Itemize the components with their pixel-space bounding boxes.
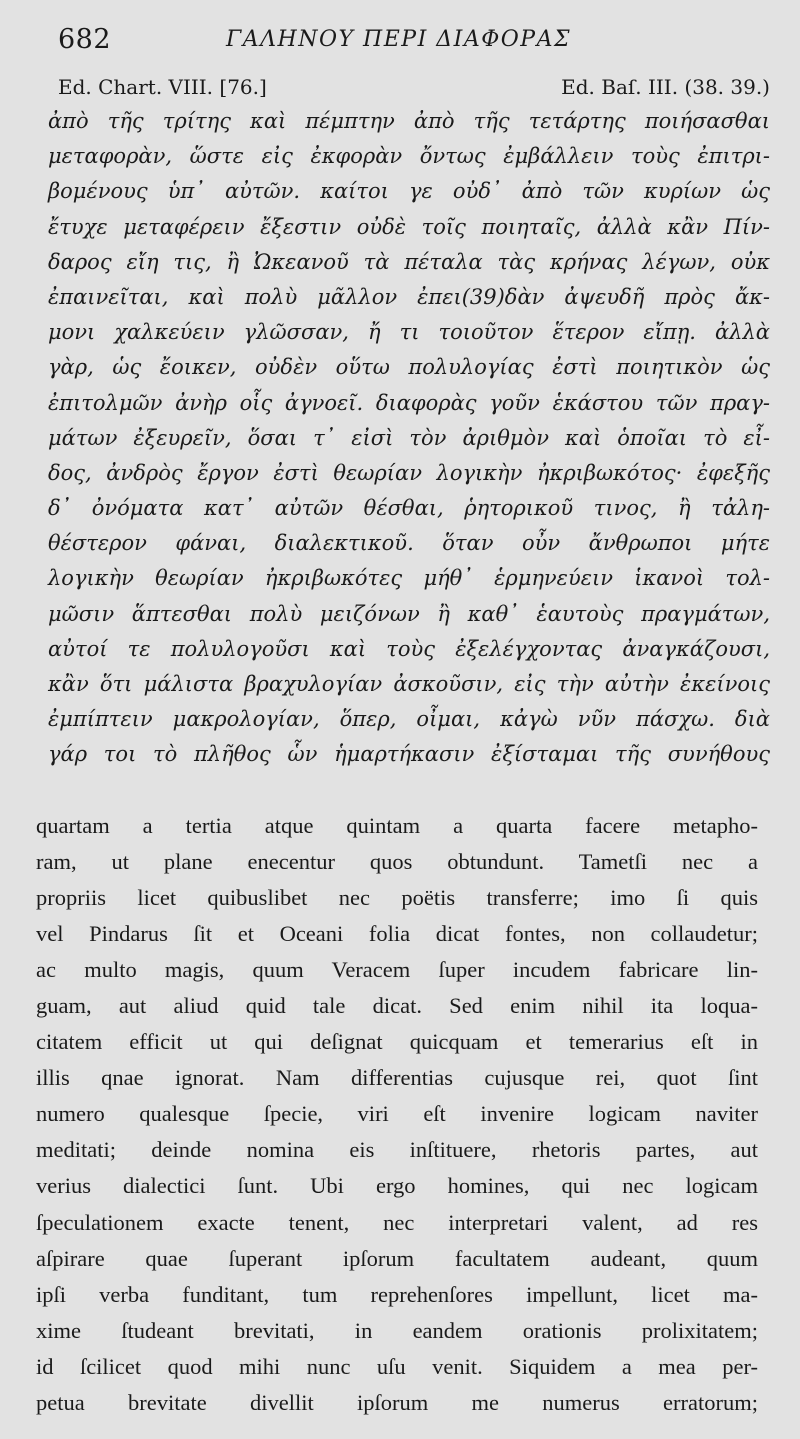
latin-text-line: guam, aut aliud quid tale dicat. Sed enim nihil ita loqua- [36,993,758,1019]
latin-text-block [36,808,758,1421]
greek-text-line: γάρ τοι τὸ πλῆθος ὧν ἡμαρτήκασιν ἐξίσταμαι τῆς συνήθους [48,742,770,767]
greek-text-line: ἐμπίπτειν μακρολογίαν, ὅπερ, οἶμαι, κἀγὼ νῦν πάσχω. διὰ [48,707,770,732]
greek-text-line: δαρος εἴη τις, ἢ Ὠκεανοῦ τὰ πέταλα τὰς κρήνας λέγων, οὐκ [48,249,770,274]
greek-text-line: μεταφορὰν, ὥστε εἰς ἐκφορὰν ὄντως ἐμβάλλειν τοὺς ἐπιτρι- [48,144,770,169]
latin-text-line: vel Pindarus ſit et Oceani folia dicat fontes, non collaudetur; [36,921,758,947]
greek-text-line: βομένους ὑπ᾽ αὐτῶν. καίτοι γε οὐδ᾽ ἀπὸ τῶν κυρίων ὡς [48,179,770,204]
latin-text-line: aſpirare quae ſuperant ipſorum facultatem audeant, quum [36,1245,758,1271]
edition-reference-right: Ed. Baſ. III. (38. 39.) [561,75,770,99]
latin-text-line: ſpeculationem exacte tenent, nec interpretari valent, ad res [36,1209,758,1235]
latin-text-line: verius dialectici ſunt. Ubi ergo homines, qui nec logicam [36,1173,758,1199]
latin-text-line: quartam a tertia atque quintam a quarta facere metapho- [36,813,758,838]
latin-text-line: ipſi verba funditant, tum reprehenſores impellunt, licet ma- [36,1281,758,1307]
greek-text-line: ἔτυχε μεταφέρειν ἔξεστιν οὐδὲ τοῖς ποιηταῖς, ἀλλὰ κἂν Πίν- [48,214,770,239]
latin-text-line: citatem efficit ut qui deſignat quicquam et temerarius eſt in [36,1029,758,1055]
greek-text-line: λογικὴν θεωρίαν ἠκριβωκότες μήθ᾽ ἑρμηνεύειν ἱκανοὶ τολ- [48,566,770,591]
edition-references [58,75,770,105]
greek-text-line: δος, ἀνδρὸς ἔργον ἐστὶ θεωρίαν λογικὴν ἠκριβωκότος· ἐφεξῆς [48,460,770,485]
greek-text-line: μάτων ἐξευρεῖν, ὅσαι τ᾽ εἰσὶ τὸν ἀριθμὸν καὶ ὁποῖαι τὸ εἶ- [48,425,770,450]
greek-text-line: ἐπιτολμῶν ἀνὴρ οἷς ἀγνοεῖ. διαφορὰς γοῦν ἑκάστου τῶν πραγ- [48,390,770,415]
latin-text-line: ac multo magis, quum Veracem ſuper incudem fabricare lin- [36,957,758,983]
latin-text-line: numero qualesque ſpecie, viri eſt invenire logicam naviter [36,1101,758,1127]
greek-text-line: κἂν ὅτι μάλιστα βραχυλογίαν ἀσκοῦσιν, εἰς τὴν αὐτὴν ἐκείνοις [48,672,770,696]
greek-text-line: ἀπὸ τῆς τρίτης καὶ πέμπτην ἀπὸ τῆς τετάρτης ποιήσασθαι [48,109,770,133]
latin-text-line: ram, ut plane enecentur quos obtundunt. Tametſi nec a [36,849,758,875]
greek-text-line: γὰρ, ὡς ἔοικεν, οὐδὲν οὕτω πολυλογίας ἐστὶ ποιητικὸν ὡς [48,355,770,380]
latin-text-line: meditati; deinde nomina eis inſtituere, rhetoris partes, aut [36,1137,758,1163]
greek-text-line: δ᾽ ὀνόματα κατ᾽ αὐτῶν θέσθαι, ῥητορικοῦ τινος, ἢ τἀλη- [48,496,770,521]
edition-reference-left: Ed. Chart. VIII. [76.] [58,75,267,99]
page-number: 682 [58,24,112,55]
latin-text-line: id ſcilicet quod mihi nunc uſu venit. Siquidem a mea per- [36,1353,758,1379]
greek-text-line: αὐτοί τε πολυλογοῦσι καὶ τοὺς ἐξελέγχοντας ἀναγκάζουσι, [48,636,770,661]
latin-text-line: propriis licet quibuslibet nec poëtis transferre; imo ſi quis [36,885,758,911]
page-header [58,24,770,68]
latin-text-line: xime ſtudeant brevitati, in eandem orationis prolixitatem; [36,1317,758,1343]
greek-text-block [48,104,770,773]
greek-text-line: ἐπαινεῖται, καὶ πολὺ μᾶλλον ἐπει(39)δὰν ἀψευδῆ πρὸς ἄκ- [48,284,770,309]
latin-text-line: illis qnae ignorat. Nam differentias cujusque rei, quot ſint [36,1065,758,1091]
greek-text-line: μῶσιν ἅπτεσθαι πολὺ μειζόνων ἢ καθ᾽ ἑαυτοὺς πραγμάτων, [48,601,770,626]
greek-text-line: μονι χαλκεύειν γλῶσσαν, ἤ τι τοιοῦτον ἕτερον εἴπῃ. ἀλλὰ [48,320,770,345]
latin-text-line: petua brevitate divellit ipſorum me numerus erratorum; [36,1389,758,1415]
greek-text-line: θέστερον φάναι, διαλεκτικοῦ. ὅταν οὖν ἄνθρωποι μήτε [48,531,770,556]
running-title: ΓΑΛΗΝΟΥ ΠΕΡΙ ΔΙΑΦΟΡΑΣ [226,27,572,52]
